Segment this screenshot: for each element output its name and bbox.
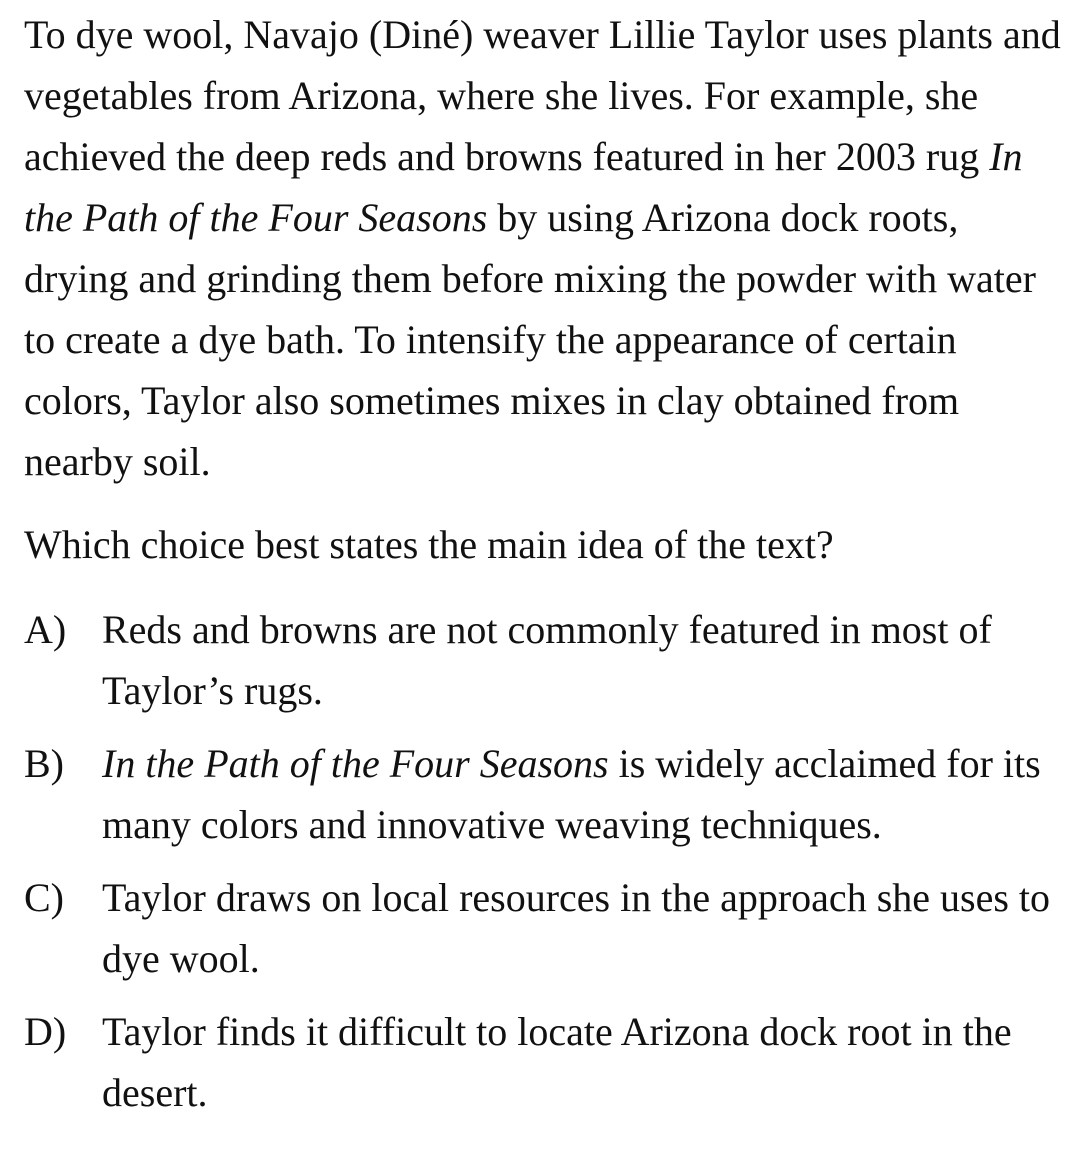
choice-b-letter: B) [24,741,64,786]
choice-d-text: Taylor finds it difficult to locate Arizona dock root in the desert. [102,1009,1012,1115]
answer-choices [24,599,1064,1123]
choice-b-title: In the Path of the Four Seasons [102,741,609,786]
choice-c-letter: C) [24,875,64,920]
choice-d-letter: D) [24,1009,67,1054]
choice-b-text: is widely acclaimed for its many colors and innovative weaving techniques. [102,741,1041,847]
choice-a-text: Reds and browns are not commonly featured in most of Taylor’s rugs. [102,607,992,713]
rug-title: In the Path of the Four Seasons [24,134,1023,240]
question-prompt: Which choice best states the main idea of the text? [24,522,834,567]
choice-b-text-wrap [102,733,1064,855]
passage-part-2: by using Arizona dock roots, drying and grinding them before mixing the powder with water to create a dye bath. To intensify the appearance of certain colors, Taylor also sometimes mixes in clay obtained from nearby soil. [24,195,1036,484]
choice-d[interactable] [24,1001,1064,1123]
passage-part-1: To dye wool, Navajo (Diné) weaver Lillie Taylor uses plants and vegetables from Arizona, where she lives. For example, she achieved the deep reds and browns featured in her 2003 rug [24,12,1061,179]
passage-text [24,0,1064,492]
question-page [24,0,1064,1135]
choice-c-text: Taylor draws on local resources in the approach she uses to dye wool. [102,875,1051,981]
choice-b[interactable] [24,733,1064,855]
choice-a-letter: A) [24,607,67,652]
choice-a[interactable] [24,599,1064,721]
choice-c[interactable] [24,867,1064,989]
